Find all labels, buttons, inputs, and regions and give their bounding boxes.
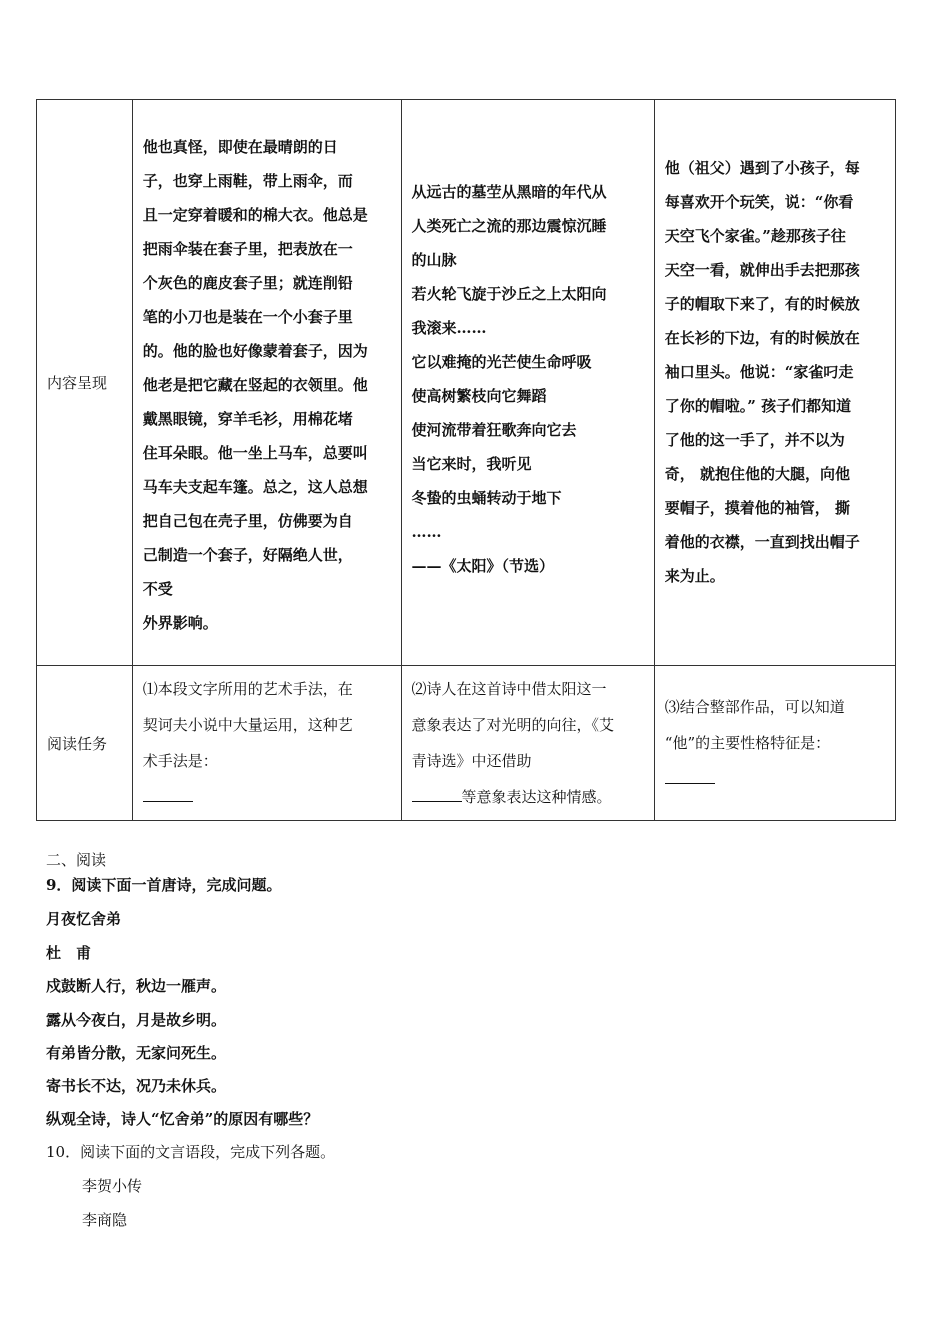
excerpt-line: 要帽子，摸着他的袖管， 撕	[664, 498, 851, 517]
excerpt-line: 不受	[142, 579, 173, 598]
reading-table	[36, 99, 896, 821]
task-line: ⑴本段文字所用的艺术手法，在	[142, 680, 353, 698]
excerpt-line: 个灰色的鹿皮套子里；就连削铅	[142, 273, 353, 292]
task-line: “他”的主要性格特征是：	[664, 734, 831, 752]
excerpt-line: 着他的衣襟，一直到找出帽子	[664, 532, 860, 551]
excerpt-line: 在长衫的下边，有的时候放在	[664, 328, 860, 347]
excerpt-line: 他（祖父）遇到了小孩子，每	[664, 158, 860, 177]
q10-title: 李贺小传	[82, 1177, 143, 1195]
row-label-content: 内容呈现	[37, 100, 133, 666]
poem-line: 从远古的墓茔从黑暗的年代从	[411, 182, 607, 201]
excerpt-line: 他老是把它藏在竖起的衣领里。他	[142, 375, 368, 394]
excerpt-man-in-case	[132, 100, 401, 666]
poem-line: 使高树繁枝向它舞蹈	[411, 386, 547, 405]
q9-question: 纵观全诗，诗人“忆舍弟”的原因有哪些？	[46, 1110, 319, 1128]
poem-line: 若火轮飞旋于沙丘之上太阳向	[411, 284, 607, 303]
q10-author: 李商隐	[82, 1211, 128, 1229]
poem-author: 杜 甫	[46, 944, 92, 962]
poem-line: 寄书长不达，况乃未休兵。	[46, 1077, 227, 1095]
excerpt-line: 把雨伞装在套子里，把表放在一	[142, 239, 353, 258]
task-3	[654, 666, 895, 821]
excerpt-line: 天空飞个家雀。”趁那孩子往	[664, 226, 846, 245]
poem-line: 的山脉	[411, 250, 457, 269]
poem-line: 它以难掩的光芒使生命呼吸	[411, 352, 592, 371]
answer-blank-2[interactable]	[412, 783, 462, 802]
excerpt-line: 且一定穿着暖和的棉大衣。他总是	[142, 205, 368, 224]
poem-line: 使河流带着狂歌奔向它去	[411, 420, 577, 439]
answer-blank-3[interactable]	[665, 765, 715, 784]
task-row	[37, 666, 896, 821]
excerpt-line: 来为止。	[664, 566, 725, 585]
excerpt-line: 袖口里头。他说：“家雀叼走	[664, 362, 854, 381]
task-2-tail: 等意象表达这种情感。	[461, 788, 612, 806]
poem-line: 有弟皆分散，无家问死生。	[46, 1044, 227, 1062]
poem-line: 人类死亡之流的那边震惊沉睡	[411, 216, 607, 235]
q9-intro: 9．阅读下面一首唐诗，完成问题。	[46, 876, 282, 894]
poem-line: 露从今夜白，月是故乡明。	[46, 1011, 227, 1029]
task-line: ⑶结合整部作品，可以知道	[664, 698, 845, 716]
excerpt-line: 他也真怪，即使在最晴朗的日	[142, 137, 338, 156]
poem-line: 冬蛰的虫蛹转动于地下	[411, 488, 562, 507]
excerpt-line: 马车夫支起车篷。总之，这人总想	[142, 477, 368, 496]
excerpt-line: 住耳朵眼。他一坐上马车，总要叫	[142, 443, 368, 462]
poem-line: 我滚来……	[411, 318, 487, 337]
poem-line: ——《太阳》（节选）	[411, 556, 555, 575]
task-line: 契诃夫小说中大量运用，这种艺	[142, 716, 353, 734]
excerpt-line: 戴黑眼镜，穿羊毛衫，用棉花堵	[142, 409, 353, 428]
poem-line: ……	[411, 522, 442, 541]
task-line: 意象表达了对光明的向往，《艾	[411, 716, 615, 734]
row-label-task: 阅读任务	[37, 666, 133, 821]
excerpt-line: 笔的小刀也是装在一个小套子里	[142, 307, 353, 326]
task-2	[401, 666, 654, 821]
excerpt-line: 了你的帽啦。” 孩子们都知道	[664, 396, 852, 415]
poem-line: 戍鼓断人行，秋边一雁声。	[46, 977, 227, 995]
task-line: ⑵诗人在这首诗中借太阳这一	[411, 680, 607, 698]
excerpt-line: 子的帽取下来了，有的时候放	[664, 294, 860, 313]
content-row	[37, 100, 896, 666]
poem-title: 月夜忆舍弟	[46, 910, 122, 928]
excerpt-line: 每喜欢开个玩笑，说：“你看	[664, 192, 854, 211]
excerpt-line: 奇， 就抱住他的大腿，向他	[664, 464, 851, 483]
excerpt-sun-poem	[401, 100, 654, 666]
answer-blank-1[interactable]	[143, 783, 193, 802]
excerpt-line: 子，也穿上雨鞋，带上雨伞，而	[142, 171, 353, 190]
excerpt-line: 了他的这一手了，并不以为	[664, 430, 845, 449]
poem-line: 当它来时，我听见	[411, 454, 532, 473]
task-line: 青诗选》中还借助	[411, 752, 532, 770]
excerpt-line: 的。他的脸也好像蒙着套子，因为	[142, 341, 368, 360]
q10-intro: 10．阅读下面的文言语段，完成下列各题。	[46, 1143, 336, 1161]
excerpt-line: 己制造一个套子，好隔绝人世，	[142, 545, 353, 564]
excerpt-grandfather	[654, 100, 895, 666]
section-heading: 二、阅读	[46, 851, 107, 869]
excerpt-line: 把自己包在壳子里，仿佛要为自	[142, 511, 353, 530]
excerpt-line: 外界影响。	[142, 613, 218, 632]
task-1	[132, 666, 401, 821]
task-line: 术手法是：	[142, 752, 218, 770]
excerpt-line: 天空一看，就伸出手去把那孩	[664, 260, 860, 279]
